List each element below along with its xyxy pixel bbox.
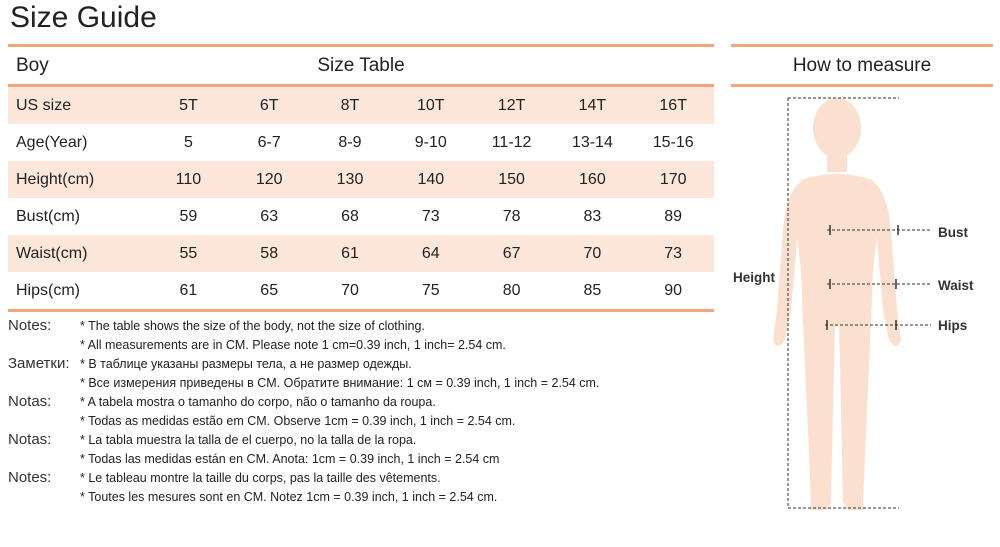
- note-line: [8, 354, 718, 373]
- table-cell: 68: [341, 207, 359, 225]
- table-cell: 75: [421, 281, 440, 299]
- table-row: [8, 161, 714, 198]
- note-text: * Toutes les mesures sont en CM. Notez 1cm = 0.39 inch, 1 inch = 2.54 cm.: [80, 489, 498, 504]
- table-cell: 59: [179, 207, 198, 225]
- table-cell: 89: [664, 207, 683, 225]
- size-table: [8, 44, 714, 312]
- table-cell: 130: [336, 170, 364, 188]
- how-to-measure-panel: [731, 44, 993, 87]
- measure-bottom-rule: [731, 84, 993, 87]
- table-cell: 120: [255, 170, 283, 188]
- table-cell: 70: [583, 244, 602, 262]
- row-label: Age(Year): [16, 133, 88, 151]
- table-cell: 13-14: [571, 133, 613, 151]
- table-cell: 78: [502, 207, 521, 225]
- table-cell: 6T: [259, 96, 279, 114]
- table-cell: 8T: [340, 96, 360, 114]
- table-title: Size Table: [317, 55, 405, 76]
- table-cell: 83: [583, 207, 602, 225]
- table-cell: 61: [341, 244, 359, 262]
- row-label: Hips(cm): [16, 281, 80, 299]
- table-cell: 15-16: [652, 133, 694, 151]
- note-line: [8, 392, 718, 411]
- notes-section: [8, 316, 718, 506]
- note-line: [8, 373, 718, 392]
- row-label: Bust(cm): [16, 207, 80, 225]
- note-line: [8, 411, 718, 430]
- table-cell: 80: [502, 281, 521, 299]
- note-text: * La tabla muestra la talla de el cuerpo, no la talla de la ropa.: [80, 432, 417, 447]
- note-text: * Все измерения приведены в CM. Обратите внимание: 1 см = 0.39 inch, 1 inch = 2.54 cm.: [80, 375, 600, 390]
- table-cell: 5T: [179, 96, 198, 114]
- table-cell: 65: [260, 281, 279, 299]
- note-text: * В таблице указаны размеры тела, а не размер одежды.: [80, 356, 412, 371]
- table-cell: 8-9: [338, 133, 362, 151]
- note-line: [8, 430, 718, 449]
- table-cell: 61: [179, 281, 198, 299]
- table-cell: 10T: [417, 96, 445, 114]
- row-label: US size: [16, 96, 72, 114]
- note-text: * A tabela mostra o tamanho do corpo, não o tamanho da roupa.: [80, 394, 436, 409]
- note-language-label: Notes:: [8, 469, 52, 486]
- note-language-label: Notes:: [8, 317, 52, 334]
- table-cell: 90: [664, 281, 683, 299]
- table-cell: 70: [341, 281, 359, 299]
- table-cell: 63: [260, 207, 279, 225]
- table-body: [8, 87, 714, 309]
- note-line: [8, 316, 718, 335]
- table-cell: 67: [502, 244, 521, 262]
- table-cell: 58: [260, 244, 279, 262]
- table-cell: 140: [417, 170, 445, 188]
- table-row: [8, 124, 714, 161]
- table-row: [8, 235, 714, 272]
- table-cell: 5: [183, 133, 193, 151]
- table-bottom-rule: [8, 309, 714, 312]
- note-line: [8, 335, 718, 354]
- table-cell: 150: [498, 170, 525, 188]
- table-row: [8, 87, 714, 124]
- height-label: Height: [733, 270, 775, 285]
- table-cell: 73: [664, 244, 683, 262]
- note-text: * All measurements are in CM. Please note 1 cm=0.39 inch, 1 inch= 2.54 cm.: [80, 337, 506, 352]
- note-text: * Todas las medidas están en CM. Anota: 1cm = 0.39 inch, 1 inch = 2.54 cm: [80, 451, 500, 466]
- table-cell: 6-7: [257, 133, 281, 151]
- table-row: [8, 198, 714, 235]
- body-figure: [731, 90, 993, 530]
- table-cell: 9-10: [414, 133, 447, 151]
- note-language-label: Notas:: [8, 431, 52, 448]
- waist-label: Waist: [938, 278, 974, 293]
- table-header: [8, 47, 714, 84]
- row-label: Waist(cm): [16, 244, 88, 262]
- table-cell: 170: [659, 170, 687, 188]
- note-language-label: Notas:: [8, 393, 52, 410]
- table-row: [8, 272, 714, 309]
- note-line: [8, 468, 718, 487]
- note-text: * The table shows the size of the body, not the size of clothing.: [80, 318, 425, 333]
- table-cell: 55: [179, 244, 198, 262]
- table-cell: 12T: [497, 96, 526, 114]
- note-text: * Todas as medidas estão em CM. Observe 1cm = 0.39 inch, 1 inch = 2.54 cm.: [80, 413, 516, 428]
- note-text: * Le tableau montre la taille du corps, pas la taille des vêtements.: [80, 470, 441, 485]
- table-cell: 14T: [578, 96, 607, 114]
- table-cell: 160: [579, 170, 606, 188]
- note-line: [8, 449, 718, 468]
- measure-title: How to measure: [792, 55, 932, 76]
- table-cell: 73: [421, 207, 440, 225]
- table-cell: 85: [583, 281, 602, 299]
- note-line: [8, 487, 718, 506]
- table-cell: 16T: [659, 96, 687, 114]
- table-cell: 64: [421, 244, 440, 262]
- note-language-label: Заметки:: [8, 355, 70, 372]
- bust-label: Bust: [938, 225, 968, 240]
- table-cell: 110: [175, 170, 202, 188]
- child-silhouette: [731, 90, 993, 530]
- hips-label: Hips: [938, 318, 968, 333]
- section-label: Boy: [16, 55, 49, 76]
- table-cell: 11-12: [491, 133, 532, 151]
- page-title: Size Guide: [10, 1, 157, 34]
- row-label: Height(cm): [16, 170, 95, 188]
